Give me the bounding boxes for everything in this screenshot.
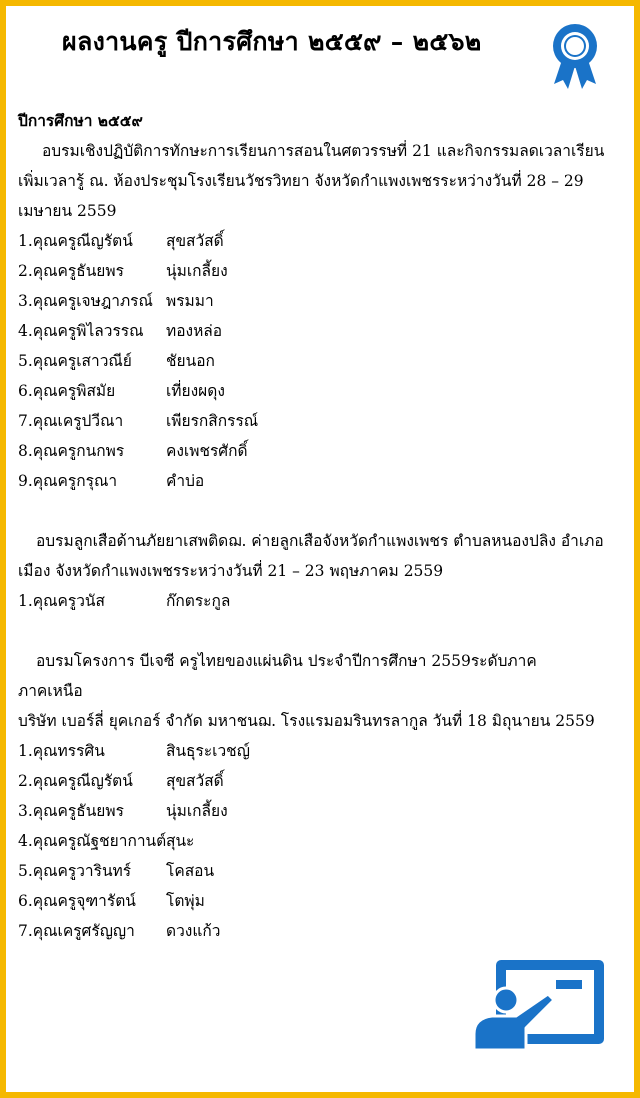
list-item — [18, 316, 622, 346]
teacher-surname: ก๊กตระกูล — [166, 592, 231, 610]
page-title: ผลงานครู ปีการศึกษา ๒๕๕๙ – ๒๕๖๒ — [62, 27, 482, 56]
teacher-surname: นุ่มเกลี้ยง — [166, 262, 228, 280]
award-ribbon-icon — [548, 22, 602, 90]
teacher-surname: ชัยนอก — [166, 352, 215, 370]
teacher-surname: โคสอน — [166, 862, 215, 880]
list-item — [18, 826, 622, 856]
teacher-surname: เพียรกสิกรรณ์ — [166, 412, 259, 430]
teacher-name: 2.คุณครูณีญรัตน์ — [18, 772, 133, 790]
teacher-name: 1.คุณทรรศิน — [18, 742, 105, 760]
teacher-surname: เที่ยงผดุง — [166, 382, 225, 400]
teacher-surname: โตพุ่ม — [166, 892, 205, 910]
list-item — [18, 886, 622, 916]
teacher-name: 4.คุณครูพิไลวรรณ — [18, 322, 144, 340]
section3-list — [18, 736, 622, 946]
list-item — [18, 586, 622, 616]
list-item — [18, 256, 622, 286]
teacher-surname: นุ่มเกลี้ยง — [166, 802, 228, 820]
teacher-name: 6.คุณครูจุฑารัตน์ — [18, 892, 136, 910]
teacher-surname: ดวงแก้ว — [166, 922, 221, 940]
section2-paragraph: อบรมลูกเสือด้านภัยยาเสพติดฌ. ค่ายลูกเสือจังหวัดกำแพงเพชร ตำบลหนองปลิง อำเภอเมือง จังหวัดกำแพงเพชรระหว่างวันที่ 21 – 23 พฤษภาคม 2559 — [18, 532, 604, 580]
section1-paragraph: อบรมเชิงปฏิบัติการทักษะการเรียนการสอนในศตวรรษที่ 21 และกิจกรรมลดเวลาเรียนเพิ่มเวลารู้ ณ. ห้องประชุมโรงเรียนวัชรวิทยา จังหวัดกำแพงเพชรระหว่างวันที่ 28 – 29 เมษายน 2559 — [18, 142, 605, 220]
teacher-surname: สินธุระเวชญ์ — [166, 742, 250, 760]
teacher-surname: สุนะ — [166, 832, 195, 850]
teacher-presentation-icon — [470, 956, 610, 1052]
content-body — [18, 106, 622, 946]
list-item — [18, 466, 622, 496]
list-item — [18, 376, 622, 406]
list-item — [18, 286, 622, 316]
list-item — [18, 796, 622, 826]
section2-list — [18, 586, 622, 616]
teacher-surname: ทองหล่อ — [166, 322, 223, 340]
teacher-surname: คงเพชรศักดิ์ — [166, 442, 248, 460]
list-item — [18, 766, 622, 796]
teacher-name: 7.คุณเครูศรัญญา — [18, 922, 135, 940]
teacher-name: 3.คุณครูเจษฎาภรณ์ — [18, 292, 153, 310]
section3-paragraph-line2: ภาคเหนือ — [18, 682, 83, 700]
teacher-surname: พรมมา — [166, 292, 214, 310]
teacher-surname: สุขสวัสดิ์ — [166, 232, 224, 250]
teacher-name: 4.คุณครูณัฐชยากานต์ — [18, 832, 167, 850]
teacher-name: 3.คุณครูธันยพร — [18, 802, 124, 820]
list-item — [18, 436, 622, 466]
year-heading: ปีการศึกษา ๒๕๕๙ — [18, 111, 143, 130]
teacher-name: 8.คุณครูกนกพร — [18, 442, 125, 460]
teacher-name: 5.คุณครูเสาวณีย์ — [18, 352, 132, 370]
list-item — [18, 346, 622, 376]
teacher-name: 6.คุณครูพิสมัย — [18, 382, 116, 400]
list-item — [18, 856, 622, 886]
section3-company-line: บริษัท เบอร์ลี่ ยุคเกอร์ จำกัด มหาชนฌ. โรงแรมอมรินทรลากูล วันที่ 18 มิถุนายน 2559 — [18, 712, 595, 730]
section1-list — [18, 226, 622, 496]
teacher-surname: คำบ่อ — [166, 472, 205, 490]
teacher-name: 9.คุณครูกรุณา — [18, 472, 118, 490]
section3-paragraph: อบรมโครงการ บีเจซี ครูไทยของแผ่นดิน ประจำปีการศึกษา 2559ระดับภาค — [36, 652, 537, 670]
list-item — [18, 916, 622, 946]
teacher-name: 2.คุณครูธันยพร — [18, 262, 124, 280]
list-item — [18, 736, 622, 766]
teacher-surname: สุขสวัสดิ์ — [166, 772, 224, 790]
teacher-name: 5.คุณครูวารินทร์ — [18, 862, 132, 880]
list-item — [18, 406, 622, 436]
spacer — [18, 616, 622, 646]
teacher-name: 1.คุณครูวนัส — [18, 592, 105, 610]
spacer — [18, 496, 622, 526]
teacher-name: 1.คุณครูณีญรัตน์ — [18, 232, 133, 250]
list-item — [18, 226, 622, 256]
teacher-name: 7.คุณเครูปวีณา — [18, 412, 124, 430]
